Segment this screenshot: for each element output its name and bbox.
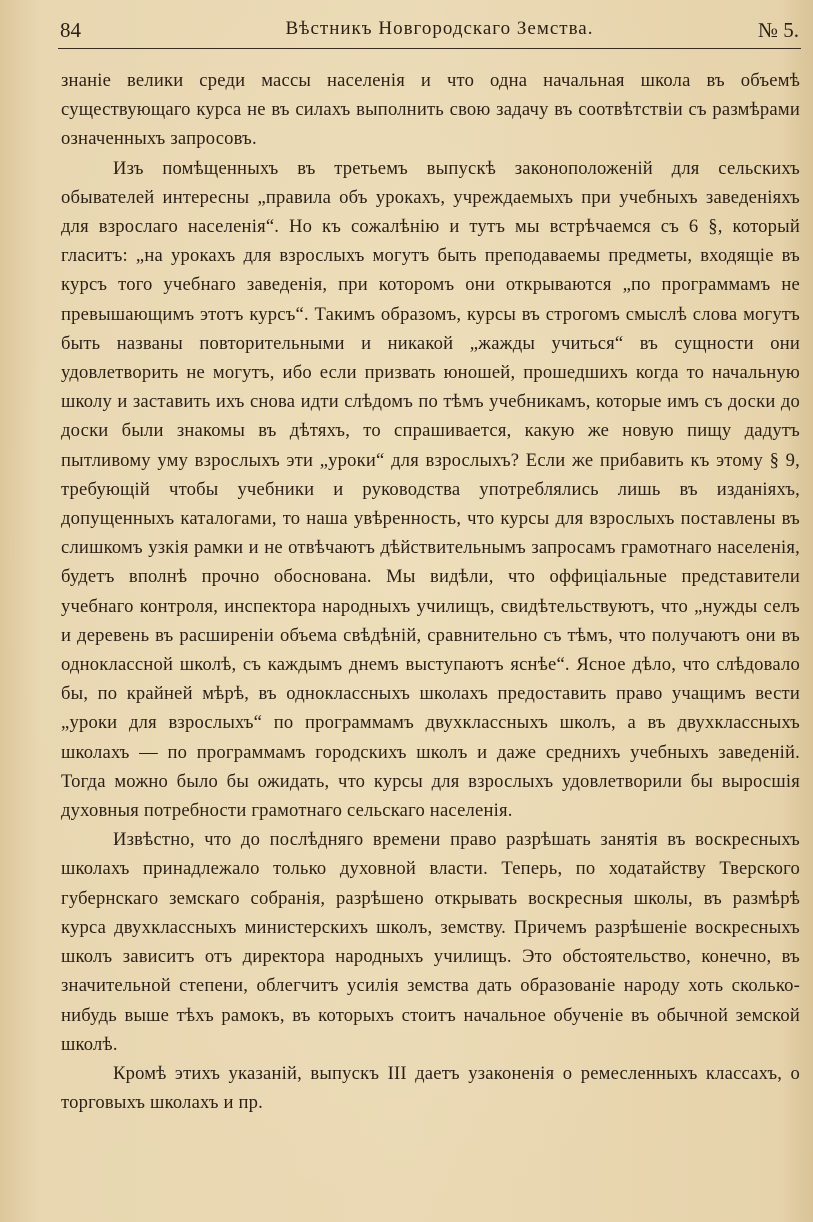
header-rule (58, 48, 801, 49)
article-body (61, 66, 800, 1117)
paragraph-continuation: знаніе велики среди массы населенія и что одна начальная школа въ объемѣ существующаго курса не въ силахъ выполнить свою задачу въ соотвѣтствіи съ размѣрами означенныхъ запросовъ. (61, 70, 800, 150)
paragraph-sunday-schools: Извѣстно, что до послѣдняго времени право разрѣшать занятія въ воскресныхъ школахъ принадлежало только духовной власти. Теперь, по ходатайству Тверского губернскаго земскаго собранія, разрѣшено открывать воскресныя школы, въ размѣрѣ курса двухклассныхъ министерскихъ школъ, земству. Причемъ разрѣшеніе воскресныхъ школъ зависитъ отъ директора народныхъ училищъ. Это обстоятельство, конечно, въ значительной степени, облегчитъ усилія земства дать образованіе народу хоть сколько-нибудь выше тѣхъ рамокъ, въ которыхъ стоитъ начальное обученіе въ обычной земской школѣ. (61, 829, 800, 1055)
page-number: 84 (60, 18, 81, 42)
journal-title: Вѣстникъ Новгородскаго Земства. (285, 18, 594, 39)
paragraph-adult-lessons: Изъ помѣщенныхъ въ третьемъ выпускѣ законоположеній для сельскихъ обывателей интересны „правила объ урокахъ, учреждаемыхъ при учебныхъ заведеніяхъ для взрослаго населенія“. Но къ сожалѣнію и тутъ мы встрѣчаемся съ 6 §, который гласитъ: „на урокахъ для взрослыхъ могутъ быть преподаваемы предметы, входящіе въ курсъ того учебнаго заведенія, при которомъ они открываются „по программамъ не превышающимъ этотъ курсъ“. Такимъ образомъ, курсы въ строгомъ смыслѣ слова могутъ быть названы повторительными и никакой „жажды учиться“ въ сущности они удовлетворить не могутъ, ибо если призвать юношей, прошедшихъ когда то начальную школу и заставить ихъ снова идти слѣдомъ по тѣмъ учебникамъ, которые имъ съ доски до доски были знакомы въ дѣтяхъ, то спрашивается, какую же новую пищу дадутъ пытливому уму взрослыхъ эти „уроки“ для взрослыхъ? Если же прибавить къ этому § 9, требующій чтобы учебники и руководства употреблялись лишь въ изданіяхъ, допущенныхъ каталогами, то наша увѣренность, что курсы для взрослыхъ поставлены въ слишкомъ узкія рамки и не отвѣчаютъ дѣйствительнымъ запросамъ грамотнаго населенія, будетъ вполнѣ прочно обоснована. Мы видѣли, что оффиціальные представители учебнаго контроля, инспектора народныхъ училищъ, свидѣтельствуютъ, что „нужды селъ и деревень въ расширеніи объема свѣдѣній, сравнительно съ тѣмъ, что получаютъ они въ одноклассной школѣ, съ каждымъ днемъ выступаютъ яснѣе“. Ясное дѣло, что слѣдовало бы, по крайней мѣрѣ, въ одноклассныхъ школахъ предоставить право учащимъ вести „уроки для взрослыхъ“ по программамъ двухклассныхъ школъ, а въ двухклассныхъ школахъ — по программамъ городскихъ школъ и даже среднихъ учебныхъ заведеній. Тогда можно было бы ожидать, что курсы для взрослыхъ удовлетворили бы выросшія духовныя потребности грамотнаго сельскаго населенія. (61, 157, 800, 822)
running-header (60, 14, 799, 48)
paragraph-trade-schools: Кромѣ этихъ указаній, выпускъ III даетъ узаконенія о ремесленныхъ классахъ, о торговыхъ школахъ и пр. (61, 1062, 800, 1114)
issue-number: № 5. (757, 18, 799, 42)
